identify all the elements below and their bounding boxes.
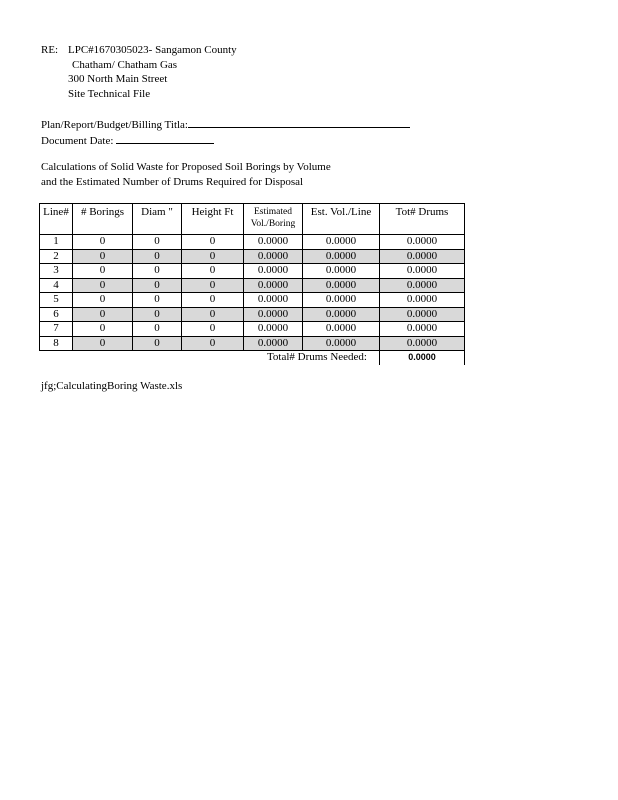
cell-drums: 0.0000 [380, 322, 465, 337]
cell-vol-line: 0.0000 [303, 249, 380, 264]
col-est-vol-boring [244, 204, 303, 235]
calculation-heading [41, 160, 331, 189]
table-row [40, 278, 465, 293]
cell-diam: 0 [133, 307, 182, 322]
cell-vol-line: 0.0000 [303, 278, 380, 293]
total-drums-label: Total# Drums Needed: [40, 351, 380, 365]
cell-vol-line: 0.0000 [303, 336, 380, 351]
col-line: Line# [40, 204, 73, 235]
re-line-4: Site Technical File [68, 87, 151, 100]
cell-vol-line: 0.0000 [303, 235, 380, 250]
calc-line-1: Calculations of Solid Waste for Proposed Soil Borings by Volume [41, 161, 331, 173]
cell-height: 0 [182, 293, 244, 308]
table-row [40, 293, 465, 308]
drum-calculation-table [39, 203, 465, 365]
document-date-row [41, 133, 410, 149]
cell-borings: 0 [73, 307, 133, 322]
cell-diam: 0 [133, 293, 182, 308]
cell-line: 5 [40, 293, 73, 308]
cell-vol-line: 0.0000 [303, 293, 380, 308]
cell-borings: 0 [73, 249, 133, 264]
re-line-2: Chatham/ Chatham Gas [72, 58, 178, 71]
total-drums-value: 0.0000 [380, 351, 465, 365]
document-fields [41, 117, 410, 148]
cell-line: 8 [40, 336, 73, 351]
cell-line: 2 [40, 249, 73, 264]
cell-height: 0 [182, 278, 244, 293]
cell-diam: 0 [133, 278, 182, 293]
cell-vol-boring: 0.0000 [244, 322, 303, 337]
document-date-label: Document Date: [41, 134, 114, 147]
cell-drums: 0.0000 [380, 235, 465, 250]
cell-height: 0 [182, 307, 244, 322]
cell-vol-line: 0.0000 [303, 264, 380, 279]
col-diam: Diam " [133, 204, 182, 235]
est-boring-line-1: Estimated [254, 207, 292, 217]
col-tot-drums: Tot# Drums [380, 204, 465, 235]
cell-height: 0 [182, 264, 244, 279]
cell-vol-boring: 0.0000 [244, 264, 303, 279]
cell-diam: 0 [133, 235, 182, 250]
cell-borings: 0 [73, 336, 133, 351]
table-row [40, 249, 465, 264]
document-date-blank [116, 133, 214, 144]
cell-vol-boring: 0.0000 [244, 293, 303, 308]
plan-title-label: Plan/Report/Budget/Billing Titla: [41, 119, 188, 131]
cell-line: 3 [40, 264, 73, 279]
cell-borings: 0 [73, 278, 133, 293]
col-height: Height Ft [182, 204, 244, 235]
cell-borings: 0 [73, 235, 133, 250]
plan-title-blank [188, 117, 410, 128]
plan-title-row [41, 117, 410, 133]
cell-drums: 0.0000 [380, 264, 465, 279]
re-line-3: 300 North Main Street [68, 73, 168, 85]
cell-line: 7 [40, 322, 73, 337]
col-borings: # Borings [73, 204, 133, 235]
cell-vol-line: 0.0000 [303, 322, 380, 337]
cell-borings: 0 [73, 322, 133, 337]
cell-diam: 0 [133, 322, 182, 337]
cell-drums: 0.0000 [380, 249, 465, 264]
re-lpc: LPC#1670305023- Sangamon County [68, 44, 237, 56]
table-header-row [40, 204, 465, 235]
cell-borings: 0 [73, 293, 133, 308]
re-label: RE: [41, 44, 59, 56]
cell-vol-boring: 0.0000 [244, 336, 303, 351]
total-row [40, 351, 465, 365]
cell-height: 0 [182, 336, 244, 351]
cell-height: 0 [182, 235, 244, 250]
cell-vol-boring: 0.0000 [244, 278, 303, 293]
cell-diam: 0 [133, 336, 182, 351]
cell-diam: 0 [133, 264, 182, 279]
calc-line-2: and the Estimated Number of Drums Required for Disposal [41, 175, 304, 188]
cell-drums: 0.0000 [380, 307, 465, 322]
cell-line: 1 [40, 235, 73, 250]
cell-line: 6 [40, 307, 73, 322]
cell-drums: 0.0000 [380, 293, 465, 308]
table-row [40, 336, 465, 351]
table-row [40, 322, 465, 337]
cell-height: 0 [182, 322, 244, 337]
cell-borings: 0 [73, 264, 133, 279]
cell-vol-boring: 0.0000 [244, 235, 303, 250]
table-row [40, 307, 465, 322]
cell-line: 4 [40, 278, 73, 293]
cell-vol-boring: 0.0000 [244, 249, 303, 264]
re-block [41, 43, 237, 101]
cell-drums: 0.0000 [380, 278, 465, 293]
cell-vol-boring: 0.0000 [244, 307, 303, 322]
cell-vol-line: 0.0000 [303, 307, 380, 322]
cell-height: 0 [182, 249, 244, 264]
est-boring-line-2: Vol./Boring [250, 219, 296, 229]
re-line-1 [41, 43, 237, 58]
cell-drums: 0.0000 [380, 336, 465, 351]
file-reference: jfg;CalculatingBoring Waste.xls [41, 380, 183, 392]
col-est-vol-line: Est. Vol./Line [303, 204, 380, 235]
cell-diam: 0 [133, 249, 182, 264]
table-row [40, 264, 465, 279]
table-row [40, 235, 465, 250]
